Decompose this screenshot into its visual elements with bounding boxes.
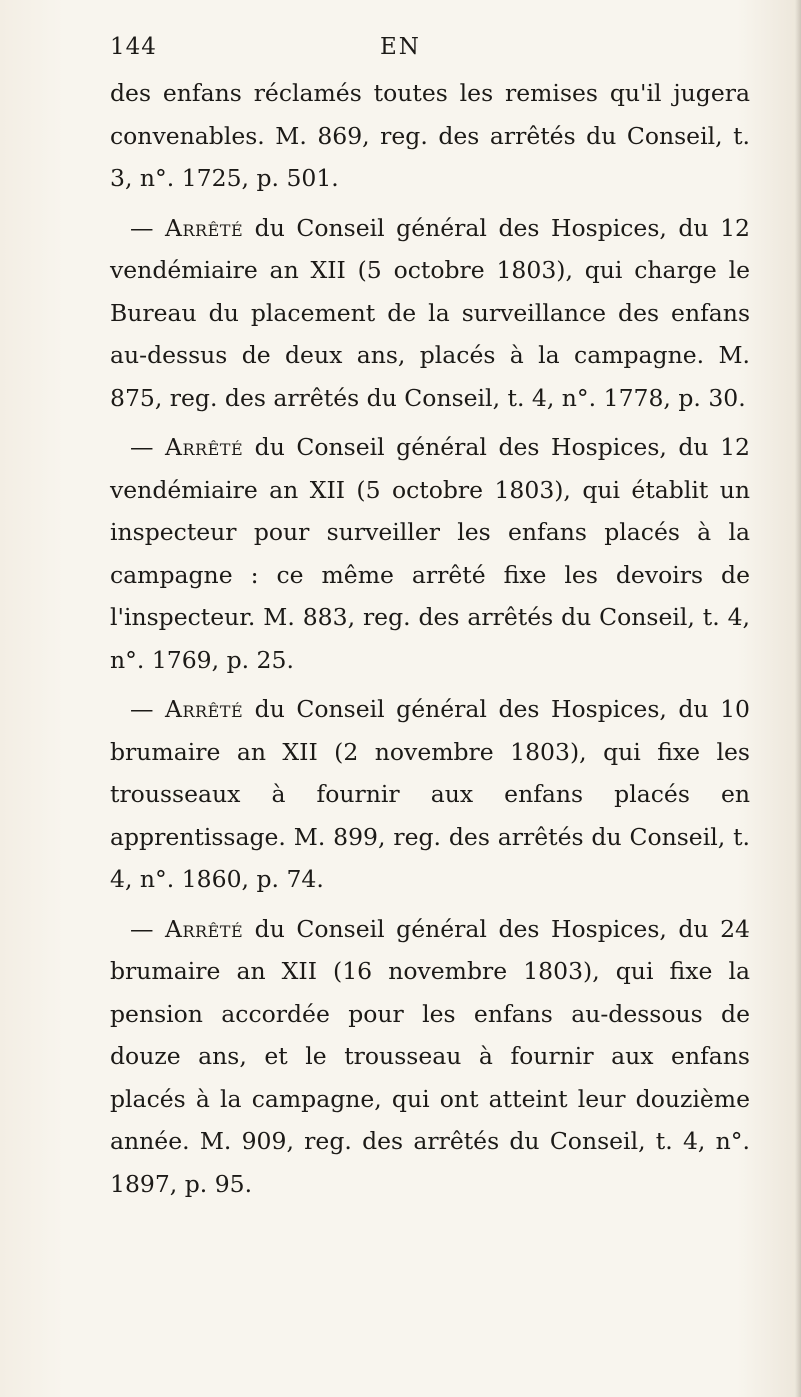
entry-dash: — — [130, 695, 166, 723]
entry-lead: Arrêté — [165, 433, 244, 461]
entry-paragraph — [110, 908, 750, 1206]
entry-paragraph — [110, 207, 750, 420]
entry-text: des enfans réclamés toutes les remises qu'il jugera convenables. M. 869, reg. des arrêtés du Conseil, t. 3, n°. 1725, p. 501. — [110, 79, 750, 192]
entry-dash: — — [130, 914, 166, 943]
entry-paragraph — [110, 72, 750, 200]
entry-text: du Conseil général des Hospices, du 12 vendémiaire an XII (5 octobre 1803), qui établit un inspecteur pour surveiller les enfans placés à la campagne : ce même arrêté fixe les devoirs de l'inspecteur. M. 883, reg. des arrêtés du Conseil, t. 4, n°. 1769, p. 25. — [110, 433, 750, 674]
entry-dash: — — [130, 433, 166, 461]
entry-lead: Arrêté — [165, 914, 244, 943]
entry-lead: Arrêté — [165, 213, 244, 242]
entry-text: du Conseil général des Hospices, du 10 brumaire an XII (2 novembre 1803), qui fixe les trousseaux à fournir aux enfans placés en apprentissage. M. 899, reg. des arrêtés du Conseil, t. 4, n°. 1860, p. 74. — [110, 695, 750, 893]
entry-text: du Conseil général des Hospices, du 24 brumaire an XII (16 novembre 1803), qui fixe la pension accordée pour les enfans au-dessous de douze ans, et le trousseau à fournir aux enfans placés à la campagne, qui ont atteint leur douzième année. M. 909, reg. des arrêtés du Conseil, t. 4, n°. 1897, p. 95. — [110, 914, 750, 1198]
entry-lead: Arrêté — [165, 695, 244, 723]
page-number: 144 — [110, 34, 157, 60]
entry-paragraph — [110, 688, 750, 901]
entries-list — [110, 72, 750, 1212]
entry-dash: — — [130, 213, 166, 242]
page-edge-shadow — [795, 0, 801, 1397]
entry-paragraph — [110, 426, 750, 681]
running-head: EN — [380, 34, 421, 60]
page-header — [110, 34, 730, 68]
entry-text: du Conseil général des Hospices, du 12 vendémiaire an XII (5 octobre 1803), qui charge le Bureau du placement de la surveillance des enfans au-dessus de deux ans, placés à la campagne. M. 875, reg. des arrêtés du Conseil, t. 4, n°. 1778, p. 30. — [110, 213, 750, 412]
